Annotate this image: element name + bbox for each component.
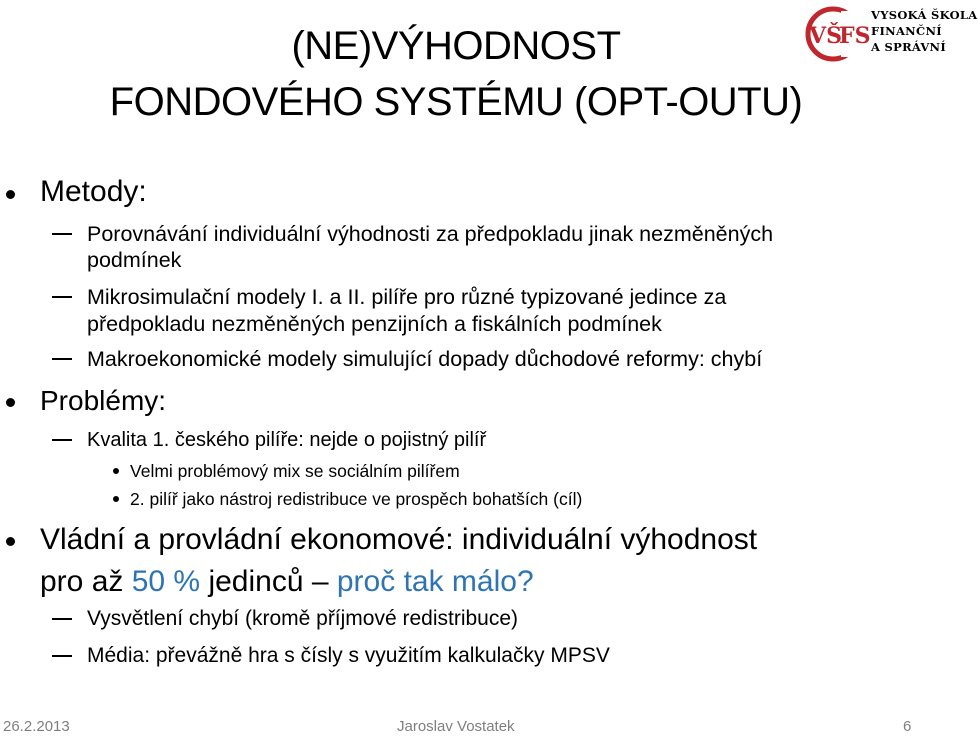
sub-item-text: Porovnávání individuální výhodnosti za předpokladu jinak nezměněných bbox=[87, 222, 774, 246]
dash-marker bbox=[52, 655, 72, 657]
bullet-vladni-line-2 bbox=[40, 562, 534, 602]
sub-sub-item-text: Velmi problémový mix se sociálním pilířem bbox=[130, 461, 460, 481]
dash-marker bbox=[52, 296, 72, 298]
logo-text-line-2: FINANČNÍ bbox=[871, 24, 942, 38]
sub-item-text: Kvalita 1. českého pilíře: nejde o pojistný pilíř bbox=[87, 429, 487, 451]
vladni-highlight-question: proč tak málo? bbox=[336, 565, 534, 598]
footer-page-number: 6 bbox=[903, 718, 912, 735]
dash-marker bbox=[52, 439, 72, 441]
small-bullet-dot bbox=[113, 468, 119, 474]
footer-author: Jaroslav Vostatek bbox=[397, 718, 515, 735]
title-line-1: (NE)VÝHODNOST bbox=[291, 24, 621, 68]
bullet-problemy-label: Problémy: bbox=[40, 385, 167, 416]
sub-item-text: Vysvětlení chybí (kromě příjmové redistribuce) bbox=[87, 607, 519, 630]
vladni-text-c: jedinců – bbox=[200, 565, 337, 598]
bullet-dot bbox=[6, 537, 15, 546]
vladni-highlight-percent: 50 % bbox=[131, 565, 201, 598]
sub-item-text: Makroekonomické modely simulující dopady důchodové reformy: chybí bbox=[87, 347, 763, 371]
svg-text:VŠ: VŠ bbox=[809, 23, 842, 49]
sub-item-text: Média: převážně hra s čísly s využitím kalkulačky MPSV bbox=[87, 644, 610, 667]
sub-item-text: podmínek bbox=[87, 248, 182, 272]
logo-text-line-1: VYSOKÁ ŠKOLA bbox=[871, 8, 978, 22]
bullet-metody-label: Metody: bbox=[40, 175, 147, 208]
sub-sub-item-text: 2. pilíř jako nástroj redistribuce ve prospěch bohatších (cíl) bbox=[130, 489, 583, 509]
title-line-2: FONDOVÉHO SYSTÉMU (OPT-OUTU) bbox=[109, 80, 803, 124]
logo-text bbox=[871, 7, 978, 55]
sub-item-text: Mikrosimulační modely I. a II. pilíře pro různé typizované jedince za bbox=[87, 285, 727, 309]
svg-text:FS: FS bbox=[839, 23, 871, 49]
dash-marker bbox=[52, 233, 72, 235]
school-logo bbox=[803, 3, 978, 65]
sub-item-text: předpokladu nezměněných penzijních a fiskálních podmínek bbox=[87, 312, 662, 336]
logo-text-line-3: A SPRÁVNÍ bbox=[871, 40, 947, 54]
bullet-vladni-line-1: Vládní a provládní ekonomové: individuální výhodnost bbox=[40, 523, 758, 556]
bullet-dot bbox=[6, 190, 15, 199]
dash-marker bbox=[52, 358, 72, 360]
footer-date: 26.2.2013 bbox=[3, 718, 70, 735]
dash-marker bbox=[52, 618, 72, 620]
vsfs-logo-icon bbox=[803, 5, 871, 63]
slide-title bbox=[0, 18, 912, 130]
bullet-dot bbox=[6, 398, 15, 407]
vladni-text-a: pro až bbox=[40, 565, 132, 598]
small-bullet-dot bbox=[113, 496, 119, 502]
slide-footer bbox=[0, 717, 960, 737]
